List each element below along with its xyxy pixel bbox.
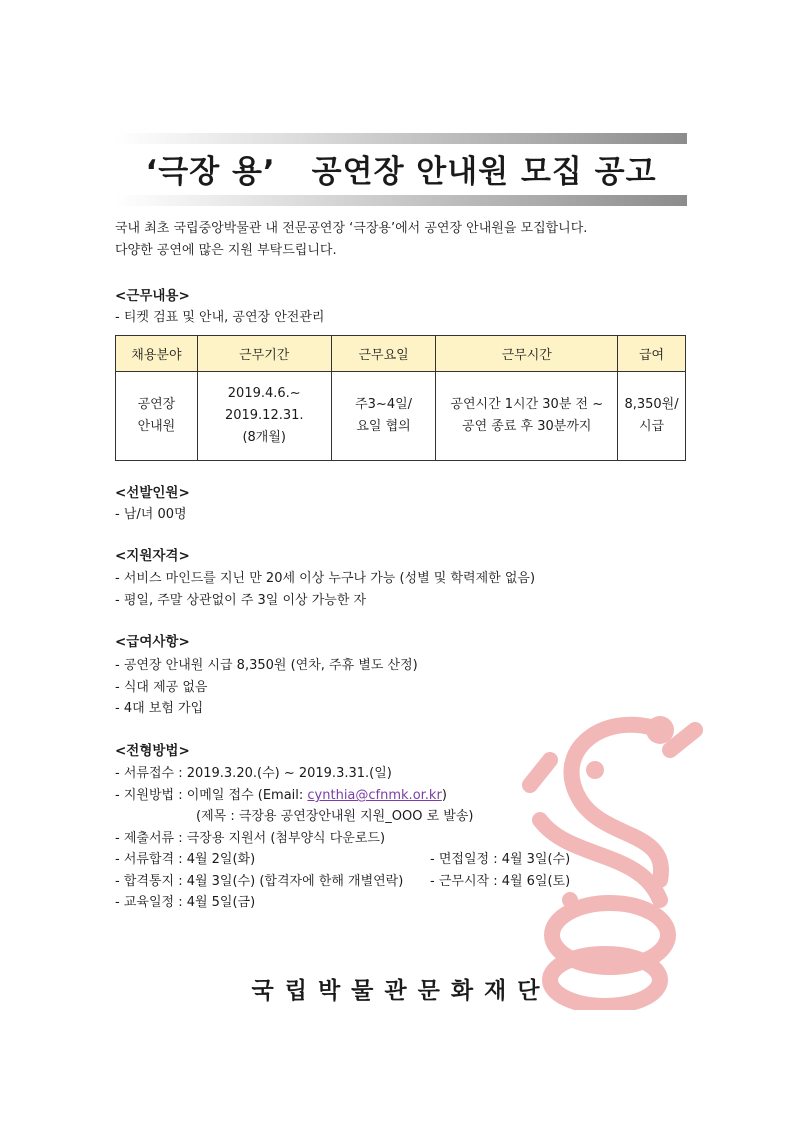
email-link[interactable]: cynthia@cfnmk.or.kr xyxy=(307,788,442,803)
intro-line: 국내 최초 국립중앙박물관 내 전문공연장 ‘극장용’에서 공연장 안내원을 모집합니다. xyxy=(115,221,588,236)
process-email-subject: (제목 : 극장용 공연장안내원 지원_OOO 로 발송) xyxy=(196,809,474,824)
cell-days: 주3~4일/ 요일 협의 xyxy=(331,372,436,461)
salary-item: - 공연장 안내원 시급 8,350원 (연차, 주휴 별도 산정) xyxy=(115,658,418,673)
header-field: 채용분야 xyxy=(116,336,198,372)
salary-heading: <급여사항> xyxy=(115,634,190,650)
intro-text xyxy=(115,218,587,262)
selection-heading: <선발인원> xyxy=(115,485,190,501)
organization-name: 국립박물관문화재단 xyxy=(251,978,551,1004)
cell-field: 공연장 안내원 xyxy=(116,372,198,461)
header-days: 근무요일 xyxy=(331,336,436,372)
header-pay: 급여 xyxy=(618,336,686,372)
process-documents: - 제출서류 : 극장용 지원서 (첨부양식 다운로드) xyxy=(115,831,386,846)
header-period: 근무기간 xyxy=(197,336,331,372)
selection-item: - 남/녀 00명 xyxy=(115,507,187,522)
cell-hours: 공연시간 1시간 30분 전 ~ 공연 종료 후 30분까지 xyxy=(436,372,618,461)
table-header-row xyxy=(116,336,686,372)
process-doc-pass: - 서류합격 : 4월 2일(화) xyxy=(115,852,256,867)
qualification-item: - 서비스 마인드를 지닌 만 20세 이상 누구나 가능 (성별 및 학력제한 없음) xyxy=(115,571,536,586)
process-training: - 교육일정 : 4월 5일(금) xyxy=(115,895,256,910)
qualification-heading: <지원자격> xyxy=(115,548,190,564)
page-title xyxy=(115,146,687,191)
process-notice: - 합격통지 : 4월 3일(수) (합격자에 한해 개별연락) xyxy=(115,874,404,889)
title-main: 공연장 안내원 모집 공고 xyxy=(311,154,657,190)
jobs-table xyxy=(115,335,686,461)
header-hours: 근무시간 xyxy=(436,336,618,372)
process-interview: - 면접일정 : 4월 3일(수) xyxy=(430,852,571,867)
process-start: - 근무시작 : 4월 6일(토) xyxy=(430,874,571,889)
salary-item: - 식대 제공 없음 xyxy=(115,680,208,695)
work-heading: <근무내용> xyxy=(115,288,190,304)
salary-item: - 4대 보험 가입 xyxy=(115,701,204,716)
title-top-bar xyxy=(115,133,687,144)
intro-line: 다양한 공연에 많은 지원 부탁드립니다. xyxy=(115,243,337,258)
title-quoted: ‘극장 용’ xyxy=(145,154,276,190)
title-bottom-bar xyxy=(115,195,687,206)
cell-pay: 8,350원/ 시급 xyxy=(618,372,686,461)
table-row xyxy=(116,372,686,461)
process-apply-method: - 지원방법 : 이메일 접수 (Email: cynthia@cfnmk.or.kr) xyxy=(115,788,447,803)
cell-period: 2019.4.6.~ 2019.12.31. (8개월) xyxy=(197,372,331,461)
process-submission-period: - 서류접수 : 2019.3.20.(수) ~ 2019.3.31.(일) xyxy=(115,766,392,781)
qualification-item: - 평일, 주말 상관없이 주 3일 이상 가능한 자 xyxy=(115,593,367,608)
process-heading: <전형방법> xyxy=(115,743,190,759)
work-item: - 티켓 검표 및 안내, 공연장 안전관리 xyxy=(115,310,325,325)
